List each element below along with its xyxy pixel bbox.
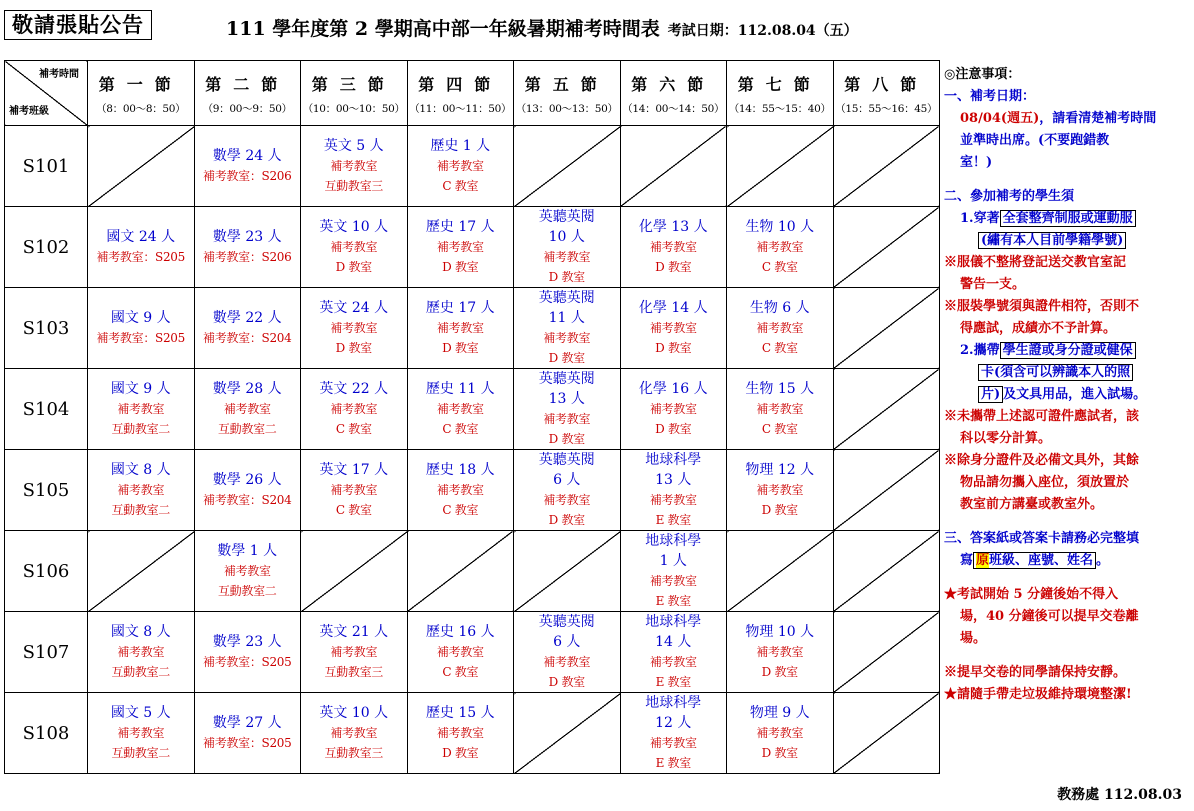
room-label: D 教室 bbox=[548, 513, 585, 527]
exam-slot bbox=[727, 207, 834, 288]
subject-count: 英文 21 人 bbox=[319, 624, 389, 640]
room-label: 補考教室 bbox=[223, 564, 271, 578]
exam-slot bbox=[620, 288, 727, 369]
table-row bbox=[5, 369, 940, 450]
subject-count: 化學 16 人 bbox=[638, 381, 708, 397]
table-row bbox=[5, 612, 940, 693]
notes-s3-box bbox=[973, 552, 1096, 569]
exam-slot bbox=[620, 612, 727, 693]
empty-slot bbox=[833, 450, 940, 531]
room-label: 補考教室 bbox=[117, 645, 165, 659]
schedule-table bbox=[4, 60, 940, 774]
empty-slot bbox=[833, 369, 940, 450]
subject-count: 6 人 bbox=[553, 634, 581, 650]
subject-count: 英聽英閱 bbox=[538, 371, 595, 387]
subject-count: 歷史 17 人 bbox=[425, 300, 495, 316]
class-label: S107 bbox=[5, 612, 88, 693]
room-label: 補考教室 bbox=[543, 412, 591, 426]
subject-count: 物理 9 人 bbox=[749, 705, 810, 721]
room-label: 補考教室 bbox=[756, 402, 804, 416]
period-name: 第七節 bbox=[737, 75, 822, 94]
subject-count: 1 人 bbox=[659, 553, 687, 569]
period-time: （9：00～9：50） bbox=[202, 103, 292, 115]
period-header bbox=[301, 61, 408, 126]
period-header bbox=[194, 61, 301, 126]
room-label: E 教室 bbox=[655, 594, 691, 608]
room-label: D 教室 bbox=[548, 270, 585, 284]
room-label: 互動教室二 bbox=[217, 422, 277, 436]
subject-count: 國文 9 人 bbox=[110, 310, 171, 326]
period-header bbox=[620, 61, 727, 126]
empty-slot bbox=[727, 126, 834, 207]
room-label: 補考教室：S206 bbox=[203, 250, 292, 264]
exam-slot bbox=[88, 693, 195, 774]
subject-count: 12 人 bbox=[655, 715, 692, 731]
room-label: 補考教室 bbox=[330, 240, 378, 254]
corner-class-label: 補考班級 bbox=[9, 106, 49, 117]
exam-slot bbox=[407, 450, 514, 531]
room-label: 互動教室二 bbox=[111, 422, 170, 436]
table-row bbox=[5, 531, 940, 612]
room-label: 補考教室 bbox=[436, 726, 484, 740]
class-label: S104 bbox=[5, 369, 88, 450]
notes-s1-line1 bbox=[944, 108, 1192, 130]
exam-slot bbox=[88, 288, 195, 369]
notes-s2-warn4c: 教室前方講臺或教室外。 bbox=[960, 497, 1104, 512]
notice-label: 敬請張貼公告 bbox=[4, 10, 152, 40]
subject-count: 英文 17 人 bbox=[319, 462, 389, 478]
room-label: 補考教室 bbox=[543, 493, 591, 507]
exam-slot bbox=[407, 288, 514, 369]
notes-star1c: 場。 bbox=[960, 631, 987, 646]
exam-slot bbox=[301, 207, 408, 288]
notes-s3-prefix: 寫 bbox=[960, 553, 974, 568]
room-label: 補考教室：S205 bbox=[203, 736, 292, 750]
exam-slot bbox=[88, 369, 195, 450]
room-label: C 教室 bbox=[442, 665, 479, 679]
table-row bbox=[5, 693, 940, 774]
room-label: D 教室 bbox=[442, 341, 479, 355]
exam-slot bbox=[194, 612, 301, 693]
title-text: 111 學年度第 2 學期高中部一年級暑期補考時間表 bbox=[226, 18, 660, 40]
period-name: 第三節 bbox=[311, 75, 396, 94]
subject-count: 數學 22 人 bbox=[212, 310, 282, 326]
subject-count: 生物 6 人 bbox=[749, 300, 810, 316]
notes-s1-title: 一、補考日期： bbox=[944, 89, 1036, 104]
subject-count: 國文 8 人 bbox=[110, 462, 171, 478]
notes-star1a: ★考試開始 5 分鐘後始不得入 bbox=[944, 587, 1119, 602]
subject-count: 英聽英閱 bbox=[538, 614, 595, 630]
subject-count: 歷史 17 人 bbox=[425, 219, 495, 235]
notes-s2-item1-line2 bbox=[944, 230, 1192, 252]
exam-slot bbox=[301, 369, 408, 450]
empty-slot bbox=[620, 126, 727, 207]
room-label: C 教室 bbox=[335, 503, 372, 517]
exam-slot bbox=[407, 126, 514, 207]
empty-slot bbox=[407, 531, 514, 612]
room-label: 補考教室 bbox=[223, 402, 271, 416]
subject-count: 英文 22 人 bbox=[319, 381, 389, 397]
subject-count: 地球科學 bbox=[645, 695, 702, 711]
subject-count: 13 人 bbox=[548, 391, 585, 407]
period-time: （13：00～13：50） bbox=[515, 103, 618, 115]
empty-slot bbox=[833, 531, 940, 612]
exam-slot bbox=[514, 288, 621, 369]
exam-slot bbox=[194, 693, 301, 774]
corner-time-label: 補考時間 bbox=[39, 69, 79, 80]
room-label: 補考教室：S205 bbox=[96, 331, 185, 345]
empty-slot bbox=[727, 531, 834, 612]
period-time: （10：00～10：50） bbox=[302, 103, 405, 115]
empty-slot bbox=[88, 126, 195, 207]
room-label: 補考教室 bbox=[649, 736, 697, 750]
exam-slot bbox=[301, 288, 408, 369]
exam-slot bbox=[194, 450, 301, 531]
subject-count: 地球科學 bbox=[645, 452, 702, 468]
empty-slot bbox=[833, 693, 940, 774]
notes-s2-warn2a: ※服裝學號須與證件相符，否則不 bbox=[944, 299, 1140, 314]
room-label: 補考教室 bbox=[649, 402, 697, 416]
exam-slot bbox=[194, 531, 301, 612]
room-label: 補考教室：S205 bbox=[203, 655, 292, 669]
exam-slot bbox=[514, 369, 621, 450]
room-label: 補考教室：S204 bbox=[203, 331, 292, 345]
subject-count: 英聽英閱 bbox=[538, 452, 595, 468]
notes-s1-date: 08/04(週五) bbox=[960, 111, 1040, 126]
period-time: （11：00～11：50） bbox=[409, 103, 512, 115]
room-label: D 教室 bbox=[761, 746, 798, 760]
room-label: C 教室 bbox=[442, 503, 479, 517]
subject-count: 物理 12 人 bbox=[745, 462, 815, 478]
notes-s2-item1 bbox=[944, 208, 1192, 230]
room-label: 補考教室 bbox=[543, 250, 591, 264]
empty-slot bbox=[833, 288, 940, 369]
room-label: 互動教室二 bbox=[111, 665, 170, 679]
period-time: （8：00～8：50） bbox=[96, 103, 186, 115]
schedule-body bbox=[5, 126, 940, 774]
subject-count: 地球科學 bbox=[645, 614, 702, 630]
room-label: C 教室 bbox=[761, 422, 798, 436]
empty-slot bbox=[301, 531, 408, 612]
notes-s2-warn1b: 警告一支。 bbox=[960, 277, 1026, 292]
period-header bbox=[833, 61, 940, 126]
subject-count: 數學 26 人 bbox=[212, 472, 282, 488]
subject-count: 歷史 11 人 bbox=[425, 381, 495, 397]
subject-count: 生物 10 人 bbox=[745, 219, 815, 235]
empty-slot bbox=[514, 531, 621, 612]
empty-slot bbox=[514, 126, 621, 207]
period-name: 第二節 bbox=[205, 75, 290, 94]
room-label: 補考教室 bbox=[756, 726, 804, 740]
room-label: 補考教室 bbox=[436, 645, 484, 659]
class-label: S102 bbox=[5, 207, 88, 288]
room-label: 補考教室 bbox=[756, 240, 804, 254]
notes-s2-item1-prefix: 1.穿著 bbox=[960, 211, 1000, 226]
room-label: 補考教室 bbox=[330, 726, 378, 740]
period-name: 第一節 bbox=[98, 75, 183, 94]
empty-slot bbox=[514, 693, 621, 774]
class-label: S105 bbox=[5, 450, 88, 531]
subject-count: 數學 28 人 bbox=[212, 381, 282, 397]
subject-count: 11 人 bbox=[548, 310, 585, 326]
notes-s2-warn4a: ※除身分證件及必備文具外，其餘 bbox=[944, 453, 1140, 468]
notes-s2-warn2b: 得應試，成績亦不予計算。 bbox=[960, 321, 1117, 336]
room-label: D 教室 bbox=[761, 503, 798, 517]
room-label: 互動教室二 bbox=[111, 746, 170, 760]
notes-s2-item2-suffix: 及文具用品，進入試場。 bbox=[1003, 387, 1147, 402]
exam-slot bbox=[88, 450, 195, 531]
notes-s2-warn4b: 物品請勿攜入座位，須放置於 bbox=[960, 475, 1130, 490]
subject-count: 生物 15 人 bbox=[745, 381, 815, 397]
subject-count: 化學 14 人 bbox=[638, 300, 708, 316]
subject-count: 國文 8 人 bbox=[110, 624, 171, 640]
room-label: 補考教室 bbox=[649, 321, 697, 335]
exam-slot bbox=[727, 369, 834, 450]
room-label: 互動教室三 bbox=[324, 665, 383, 679]
notes-s2-warn3a: ※未攜帶上述認可證件應試者，該 bbox=[944, 409, 1140, 424]
exam-slot bbox=[620, 369, 727, 450]
subject-count: 數學 1 人 bbox=[217, 543, 278, 559]
subject-count: 數學 23 人 bbox=[212, 229, 282, 245]
table-row bbox=[5, 288, 940, 369]
exam-slot bbox=[620, 531, 727, 612]
exam-slot bbox=[620, 450, 727, 531]
notes-s2-item1-box2: (繡有本人目前學籍學號) bbox=[978, 232, 1126, 249]
exam-slot bbox=[727, 612, 834, 693]
notes-star2: ★請隨手帶走垃圾維持環境整潔! bbox=[944, 687, 1132, 702]
period-name: 第四節 bbox=[418, 75, 503, 94]
class-label: S103 bbox=[5, 288, 88, 369]
exam-slot bbox=[620, 207, 727, 288]
class-label: S108 bbox=[5, 693, 88, 774]
table-row bbox=[5, 207, 940, 288]
room-label: 補考教室 bbox=[756, 645, 804, 659]
notes-s3-end: 。 bbox=[1096, 553, 1110, 568]
exam-slot bbox=[301, 693, 408, 774]
room-label: 補考教室 bbox=[543, 655, 591, 669]
subject-count: 英聽英閱 bbox=[538, 290, 595, 306]
notes-s2-item2 bbox=[944, 340, 1192, 362]
empty-slot bbox=[88, 531, 195, 612]
exam-slot bbox=[194, 288, 301, 369]
room-label: 互動教室二 bbox=[217, 584, 277, 598]
exam-slot bbox=[301, 450, 408, 531]
room-label: D 教室 bbox=[655, 341, 692, 355]
room-label: 互動教室二 bbox=[111, 503, 170, 517]
exam-slot bbox=[301, 126, 408, 207]
period-time: （15：55～16：45） bbox=[835, 103, 938, 115]
notes-s3-line2 bbox=[944, 550, 1192, 572]
notes-s1-line3: 室！) bbox=[960, 155, 993, 170]
notes-s3-rest: 班級、座號、姓名 bbox=[989, 553, 1094, 568]
issuer-footer: 教務處 112.08.03 bbox=[1057, 787, 1182, 803]
room-label: D 教室 bbox=[548, 432, 585, 446]
notes-s2-item2-box2: 卡(須含可以辨識本人的照 bbox=[978, 364, 1133, 381]
class-label: S101 bbox=[5, 126, 88, 207]
room-label: 補考教室 bbox=[436, 483, 484, 497]
exam-slot bbox=[407, 693, 514, 774]
exam-date: 考試日期：112.08.04（五） bbox=[667, 23, 858, 39]
exam-slot bbox=[88, 207, 195, 288]
notes-s2-item2-line2 bbox=[944, 362, 1192, 384]
room-label: D 教室 bbox=[761, 665, 798, 679]
room-label: C 教室 bbox=[761, 260, 798, 274]
subject-count: 英文 24 人 bbox=[319, 300, 389, 316]
room-label: 補考教室：S206 bbox=[203, 169, 292, 183]
room-label: D 教室 bbox=[335, 260, 372, 274]
exam-slot bbox=[514, 612, 621, 693]
notes-s2-item2-prefix: 2.攜帶 bbox=[960, 343, 1000, 358]
room-label: 補考教室 bbox=[756, 321, 804, 335]
exam-slot bbox=[194, 369, 301, 450]
room-label: 互動教室三 bbox=[324, 746, 383, 760]
exam-slot bbox=[301, 612, 408, 693]
page-title bbox=[226, 14, 858, 41]
table-row bbox=[5, 126, 940, 207]
subject-count: 國文 5 人 bbox=[110, 705, 171, 721]
class-label: S106 bbox=[5, 531, 88, 612]
notes-s2-warn3b: 科以零分計算。 bbox=[960, 431, 1052, 446]
subject-count: 歷史 15 人 bbox=[425, 705, 495, 721]
room-label: E 教室 bbox=[655, 513, 691, 527]
room-label: D 教室 bbox=[442, 746, 479, 760]
period-header bbox=[407, 61, 514, 126]
room-label: 補考教室 bbox=[117, 483, 165, 497]
subject-count: 數學 23 人 bbox=[212, 634, 282, 650]
exam-slot bbox=[514, 450, 621, 531]
notes-s1-line2: 並準時出席。(不要跑錯教 bbox=[960, 133, 1110, 148]
subject-count: 歷史 18 人 bbox=[425, 462, 495, 478]
notes-panel bbox=[944, 64, 1192, 706]
period-header bbox=[514, 61, 621, 126]
exam-slot bbox=[727, 450, 834, 531]
period-header bbox=[88, 61, 195, 126]
subject-count: 國文 24 人 bbox=[106, 229, 176, 245]
subject-count: 14 人 bbox=[655, 634, 692, 650]
exam-slot bbox=[407, 612, 514, 693]
subject-count: 英文 10 人 bbox=[319, 219, 389, 235]
exam-slot bbox=[620, 693, 727, 774]
subject-count: 10 人 bbox=[548, 229, 585, 245]
room-label: D 教室 bbox=[548, 675, 585, 689]
period-name: 第八節 bbox=[844, 75, 929, 94]
room-label: C 教室 bbox=[442, 422, 479, 436]
subject-count: 英文 5 人 bbox=[323, 138, 384, 154]
period-header bbox=[727, 61, 834, 126]
room-label: 補考教室 bbox=[649, 574, 697, 588]
subject-count: 地球科學 bbox=[645, 533, 702, 549]
corner-header bbox=[5, 61, 88, 126]
notes-s1-text1: ，請看清楚補考時間 bbox=[1039, 111, 1157, 126]
room-label: 補考教室：S204 bbox=[203, 493, 292, 507]
notes-heading: ◎注意事項： bbox=[944, 67, 1021, 82]
subject-count: 物理 10 人 bbox=[745, 624, 815, 640]
subject-count: 6 人 bbox=[553, 472, 581, 488]
notes-s3-line1: 三、答案紙或答案卡請務必完整填 bbox=[944, 531, 1140, 546]
room-label: E 教室 bbox=[655, 756, 691, 770]
room-label: 補考教室 bbox=[649, 240, 697, 254]
subject-count: 歷史 1 人 bbox=[430, 138, 491, 154]
subject-count: 13 人 bbox=[655, 472, 692, 488]
room-label: D 教室 bbox=[442, 260, 479, 274]
subject-count: 國文 9 人 bbox=[110, 381, 171, 397]
room-label: D 教室 bbox=[655, 422, 692, 436]
subject-count: 英文 10 人 bbox=[319, 705, 389, 721]
room-label: 補考教室 bbox=[543, 331, 591, 345]
header-row bbox=[5, 61, 940, 126]
exam-slot bbox=[407, 207, 514, 288]
subject-count: 化學 13 人 bbox=[638, 219, 708, 235]
period-name: 第六節 bbox=[631, 75, 716, 94]
room-label: D 教室 bbox=[548, 351, 585, 365]
room-label: 補考教室 bbox=[330, 159, 378, 173]
room-label: 補考教室 bbox=[436, 402, 484, 416]
period-time: （14：55～15：40） bbox=[728, 103, 831, 115]
table-row bbox=[5, 450, 940, 531]
room-label: 補考教室 bbox=[330, 402, 378, 416]
notes-s2-item2-box1: 學生證或身分證或健保 bbox=[1000, 342, 1136, 359]
room-label: C 教室 bbox=[335, 422, 372, 436]
room-label: D 教室 bbox=[655, 260, 692, 274]
room-label: 補考教室 bbox=[649, 655, 697, 669]
room-label: 補考教室：S205 bbox=[96, 250, 185, 264]
notes-s2-item2-box3: 片) bbox=[978, 386, 1003, 403]
exam-slot bbox=[194, 207, 301, 288]
room-label: C 教室 bbox=[761, 341, 798, 355]
notes-s2-warn1a: ※服儀不整將登記送交教官室記 bbox=[944, 255, 1127, 270]
room-label: C 教室 bbox=[442, 179, 479, 193]
exam-slot bbox=[88, 612, 195, 693]
subject-count: 英聽英閱 bbox=[538, 209, 595, 225]
room-label: 補考教室 bbox=[330, 483, 378, 497]
notes-warn5: ※提早交卷的同學請保持安靜。 bbox=[944, 665, 1127, 680]
room-label: 補考教室 bbox=[117, 726, 165, 740]
room-label: 補考教室 bbox=[436, 321, 484, 335]
notes-s2-item2-line3 bbox=[944, 384, 1192, 406]
notes-s2-item1-box1: 全套整齊制服或運動服 bbox=[1000, 210, 1136, 227]
room-label: 補考教室 bbox=[756, 483, 804, 497]
subject-count: 歷史 16 人 bbox=[425, 624, 495, 640]
room-label: 補考教室 bbox=[117, 402, 165, 416]
room-label: 補考教室 bbox=[330, 321, 378, 335]
exam-slot bbox=[727, 693, 834, 774]
room-label: 互動教室三 bbox=[324, 179, 383, 193]
exam-slot bbox=[727, 288, 834, 369]
subject-count: 數學 27 人 bbox=[212, 715, 282, 731]
room-label: D 教室 bbox=[335, 341, 372, 355]
exam-slot bbox=[514, 207, 621, 288]
room-label: 補考教室 bbox=[649, 493, 697, 507]
empty-slot bbox=[833, 207, 940, 288]
empty-slot bbox=[833, 126, 940, 207]
subject-count: 數學 24 人 bbox=[212, 148, 282, 164]
notes-star1b: 場，40 分鐘後可以提早交卷離 bbox=[960, 609, 1139, 624]
room-label: 補考教室 bbox=[436, 159, 484, 173]
room-label: E 教室 bbox=[655, 675, 691, 689]
exam-slot bbox=[194, 126, 301, 207]
period-time: （14：00～14：50） bbox=[622, 103, 725, 115]
notes-s2-title: 二、參加補考的學生須 bbox=[944, 189, 1075, 204]
room-label: 補考教室 bbox=[330, 645, 378, 659]
exam-slot bbox=[407, 369, 514, 450]
room-label: 補考教室 bbox=[436, 240, 484, 254]
empty-slot bbox=[833, 612, 940, 693]
period-name: 第五節 bbox=[524, 75, 609, 94]
notes-s3-highlight: 原 bbox=[976, 553, 990, 568]
